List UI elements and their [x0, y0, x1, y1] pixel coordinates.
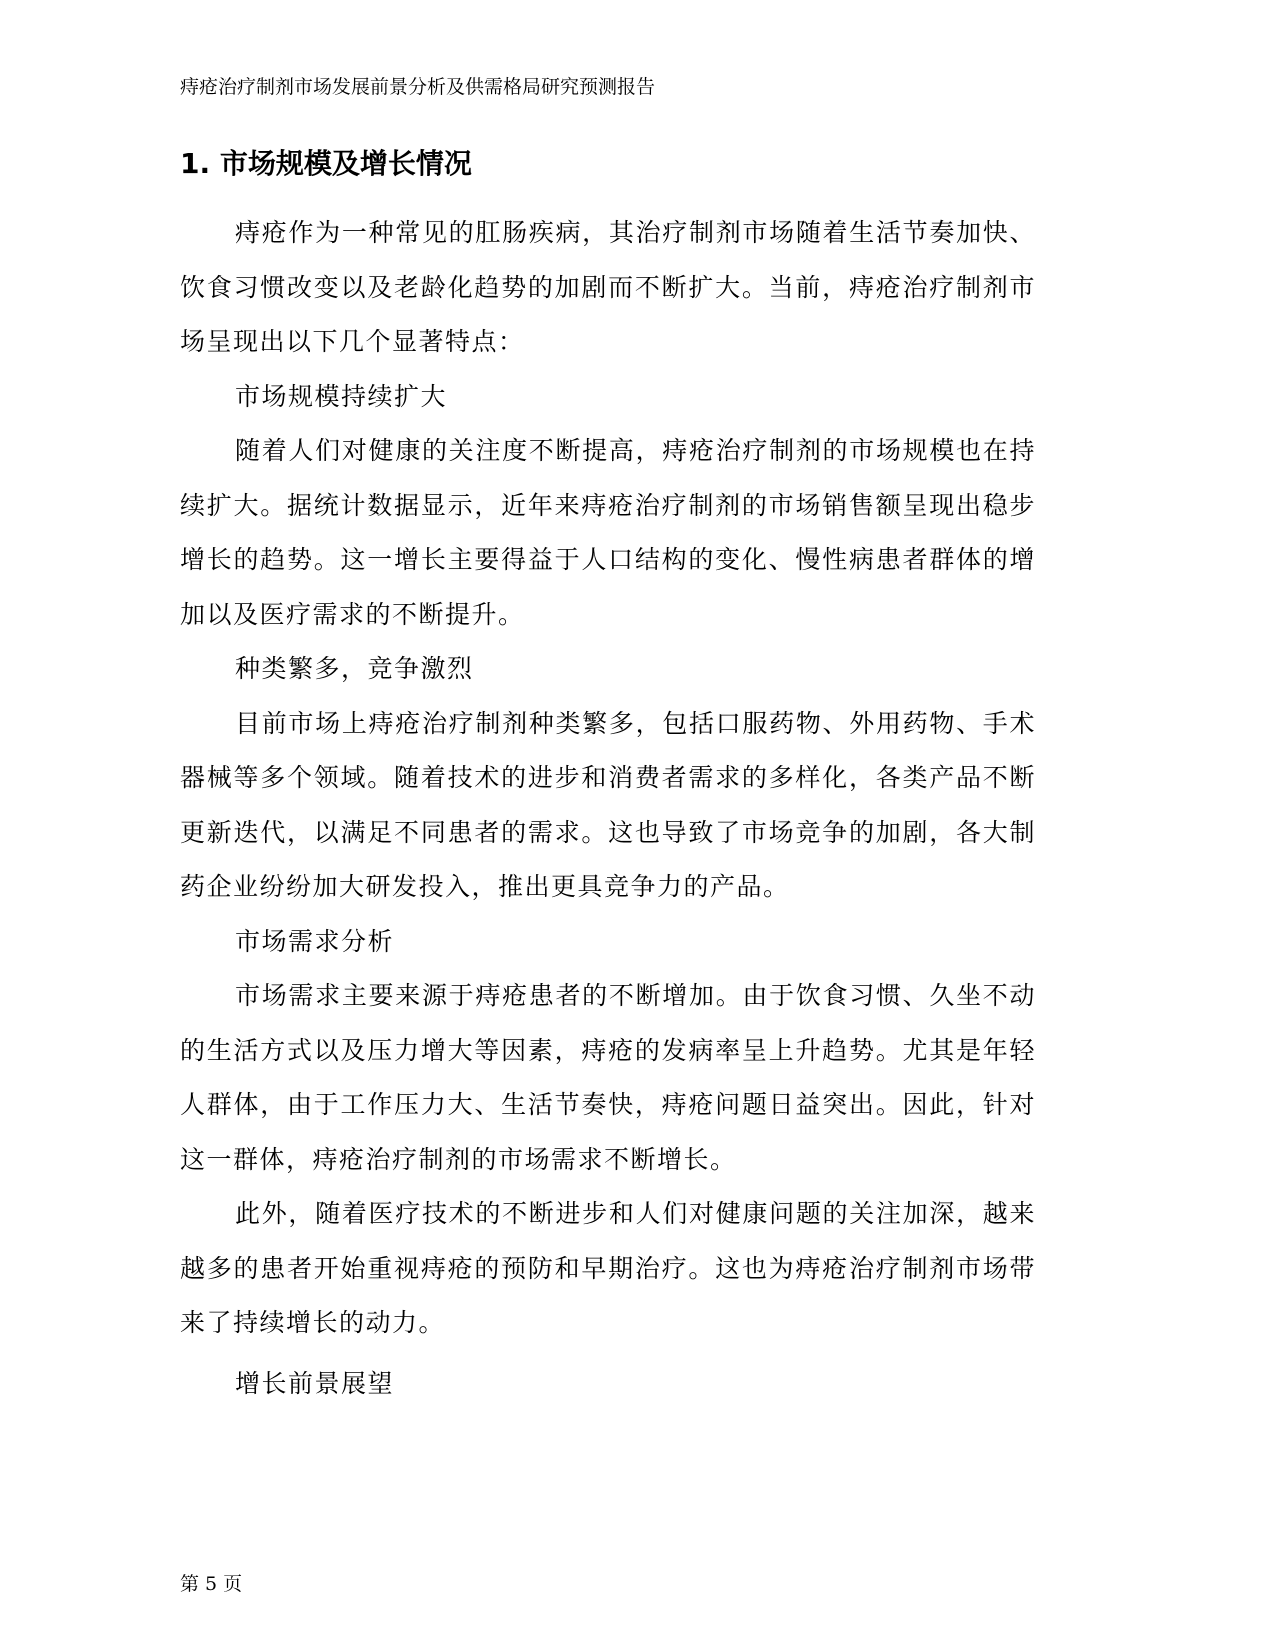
paragraph-additional: 此外，随着医疗技术的不断进步和人们对健康问题的关注加深，越来越多的患者开始重视痔疮的预防和早期治疗。这也为痔疮治疗制剂市场带来了持续增长的动力。	[180, 1199, 1036, 1337]
paragraph-market-size: 随着人们对健康的关注度不断提高，痔疮治疗制剂的市场规模也在持续扩大。据统计数据显示，近年来痔疮治疗制剂的市场销售额呈现出稳步增长的趋势。这一增长主要得益于人口结构的变化、慢性病患者群体的增加以及医疗需求的不断提升。	[180, 436, 1036, 629]
subheading-market-size: 市场规模持续扩大	[235, 381, 448, 411]
paragraph-competition: 目前市场上痔疮治疗制剂种类繁多，包括口服药物、外用药物、手术器械等多个领域。随着技术的进步和消费者需求的多样化，各类产品不断更新迭代，以满足不同患者的需求。这也导致了市场竞争的加剧，各大制药企业纷纷加大研发投入，推出更具竞争力的产品。	[180, 708, 1036, 901]
subheading-demand: 市场需求分析	[235, 926, 395, 956]
paragraph-demand: 市场需求主要来源于痔疮患者的不断增加。由于饮食习惯、久坐不动的生活方式以及压力增大等因素，痔疮的发病率呈上升趋势。尤其是年轻人群体，由于工作压力大、生活节奏快，痔疮问题日益突出。因此，针对这一群体，痔疮治疗制剂的市场需求不断增长。	[180, 981, 1036, 1174]
page-number: 第 5 页	[180, 1573, 243, 1595]
running-header: 痔疮治疗制剂市场发展前景分析及供需格局研究预测报告	[180, 76, 656, 98]
subheading-competition: 种类繁多，竞争激烈	[235, 654, 474, 683]
section-heading: 1. 市场规模及增长情况	[180, 147, 472, 180]
body-text	[180, 206, 1036, 1411]
paragraph-intro: 痔疮作为一种常见的肛肠疾病，其治疗制剂市场随着生活节奏加快、饮食习惯改变以及老龄化趋势的加剧而不断扩大。当前，痔疮治疗制剂市场呈现出以下几个显著特点：	[180, 218, 1036, 356]
subheading-outlook: 增长前景展望	[235, 1368, 395, 1398]
